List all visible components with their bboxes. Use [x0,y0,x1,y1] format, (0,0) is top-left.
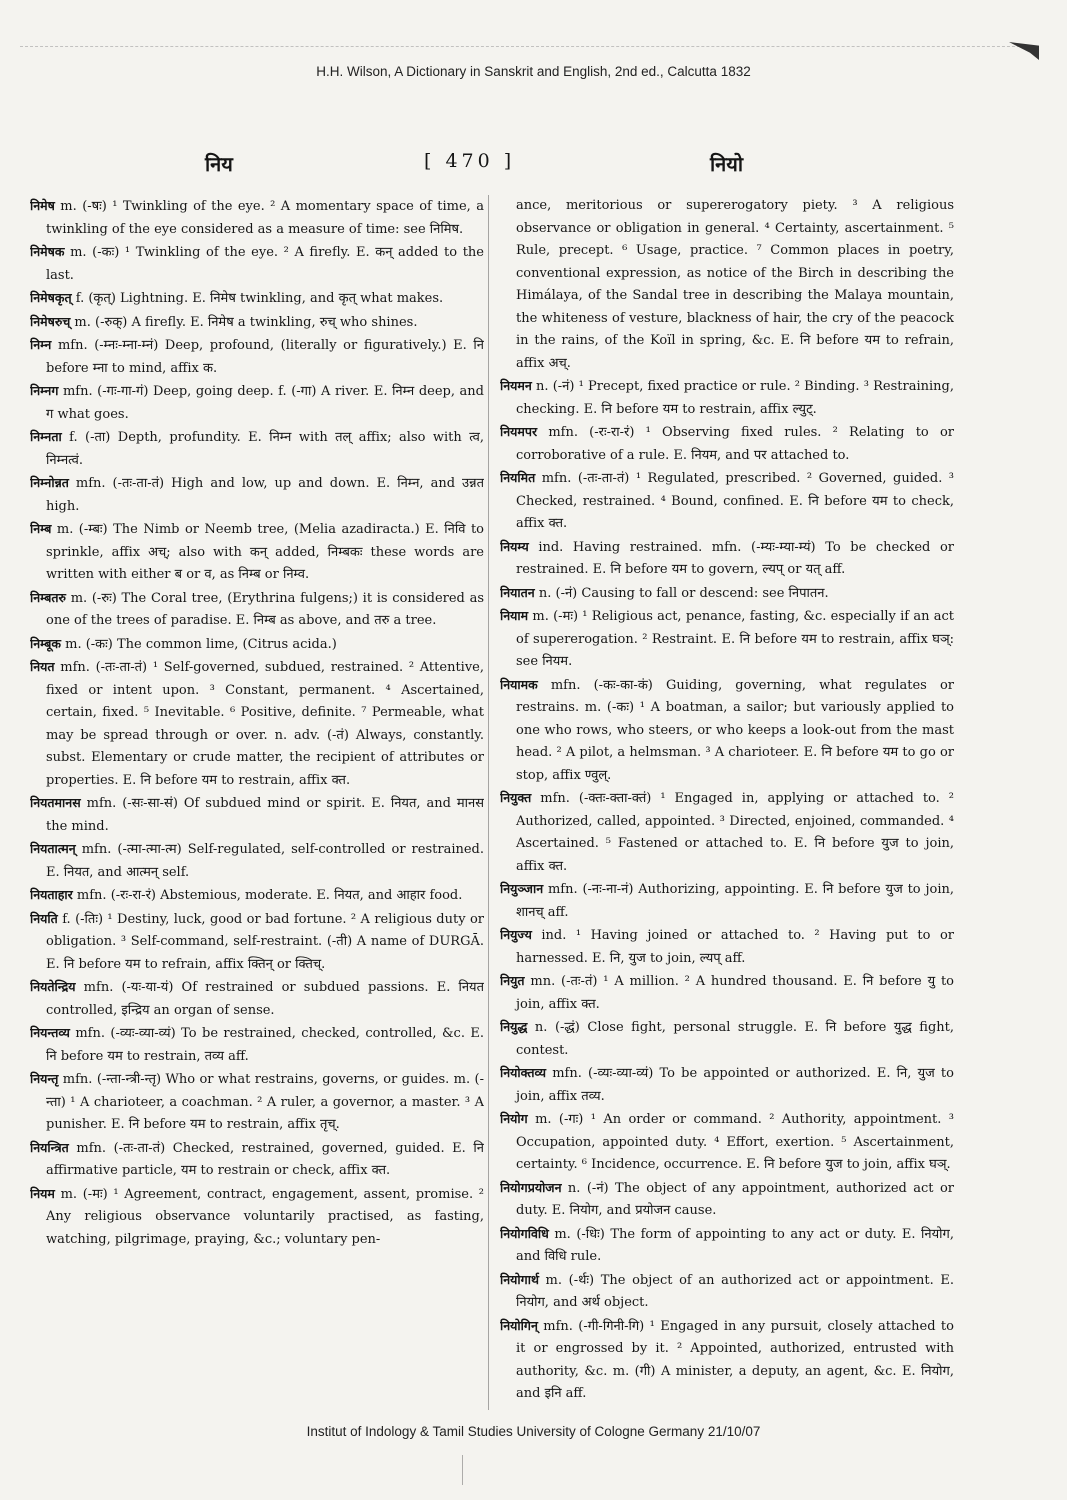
entry-definition: n. (-द्धं) Close fight, personal struggle. E. नि before युद्ध fight, contest. [516,1020,954,1058]
dictionary-entry [30,1137,484,1183]
dictionary-entry [30,287,484,311]
entry-definition: mfn. (-रः-रा-रं) ¹ Observing fixed rules. ² Relating to or corroborative of a rule. E. नियम, and पर attached to. [516,425,954,463]
dictionary-entry [500,536,954,582]
entry-headword: नियुज्य [500,927,532,942]
entry-definition: mfn. (-न्ता-न्त्री-न्तृ) Who or what restrains, governs, or guides. m. (-न्ता) ¹ A charioteer, a coachman. ² A ruler, a governor, a master. ³ A punisher. E. नि before यम to restrain, affix तृच्. [46,1072,484,1132]
entry-definition: f. (-तिः) ¹ Destiny, luck, good or bad fortune. ² A religious duty or obligation. ³ Self-command, self-restraint. (-ती) A name of DURGĀ. E. नि before यम to refrain, affix क्तिन् or क्तिच्. [46,911,484,972]
dictionary-entry [500,605,954,674]
entry-headword: नियतेन्द्रिय [30,979,76,994]
entry-definition: m. (-र्थः) The object of an authorized act or appointment. E. नियोग, and अर्थ object. [516,1272,954,1310]
dictionary-entry [500,1062,954,1108]
entry-definition: mfn. (-नः-ना-नं) Authorizing, appointing. E. नि before युज to join, शानच् aff. [516,882,954,920]
left-column [30,195,484,1410]
dictionary-entry [500,1016,954,1062]
entry-definition: m. (-रुः) The Coral tree, (Erythrina fulgens;) it is considered as one of the trees of paradise. E. निम्ब as above, and तरु a tree. [46,590,484,628]
entry-headword: नियुञ्जान [500,881,544,896]
entry-headword: निमेष [30,198,55,213]
right-column [500,195,954,1410]
entry-definition: m. (-म्बः) The Nimb or Neemb tree, (Melia azadiracta.) E. निवि to sprinkle, affix अच्; also with कन् added, निम्बकः these words are written with either ब or व, as निम्ब or निम्व. [46,522,484,582]
entry-headword: निम्बतरु [30,589,66,605]
dictionary-entry [30,976,484,1022]
entry-headword: नियोगविधि [500,1225,549,1241]
entry-definition: mfn. (-तः-ता-तं) Checked, restrained, governed, guided. E. नि affirmative particle, यम to restrain or check, affix क्त. [46,1140,484,1178]
entry-definition: m. (-षः) ¹ Twinkling of the eye. ² A momentary space of time, a twinkling of the eye considered as a measure of time: see निमिष. [46,199,484,237]
page-number: [ 470 ] [424,150,516,172]
entry-headword: नियुक्त [500,790,532,805]
dictionary-entry [500,878,954,924]
entry-definition: mfn. (-यः-या-यं) Of restrained or subdued passions. E. नियत controlled, इन्द्रिय an organ of sense. [46,980,484,1018]
dictionary-entry [30,472,484,518]
entry-headword: नियत [30,659,55,674]
entry-definition: ance, meritorious or supererogatory piety. ³ A religious observance or obligation in general. ⁴ Certainty, ascertainment. ⁵ Rule, precept. ⁶ Usage, practice. ⁷ Common places in poetry, conventional expression, as notice of the Birch in describing the Himálaya, of the Sandal tree in describing the Malaya mountain, the whiteness of vesture, blackness of hair, the cry of the peacock in the rains, of the Koïl in spring, &c. E. नि before यम to refrain, affix अच्. [516,198,954,371]
entry-headword: नियन्तृ [30,1071,59,1086]
scan-bottom-mark [462,1455,463,1485]
entry-definition: mfn. (-कः-का-कं) Guiding, governing, what regulates or restrains. m. (-कः) ¹ A boatman, a sailor; but variously applied to one who rows, who steers, or who keeps a look-out from the mast head. ² A pilot, a helmsman. ³ A charioteer. E. नि before यम to go or stop, affix ण्वुल्. [516,677,954,783]
entry-headword: नियोगप्रयोजन [500,1179,562,1195]
dictionary-entry [500,970,954,1016]
dictionary-entry [30,792,484,838]
dictionary-entry [30,587,484,633]
dictionary-entry [500,1269,954,1315]
entry-headword: निम्बूक [30,635,61,651]
dictionary-entry [30,518,484,587]
column-divider [488,195,489,1410]
entry-definition: n. (-नं) ¹ Precept, fixed practice or rule. ² Binding. ³ Restraining, checking. E. नि before यम to restrain, affix ल्युट्. [516,379,954,417]
entry-headword: नियम्य [500,538,529,554]
entry-headword: नियुत [500,973,525,988]
dictionary-entry [500,467,954,536]
entry-definition: m. (-गः) ¹ An order or command. ² Authority, appointment. ³ Occupation, appointed duty. ⁴ Effort, exertion. ⁵ Ascertainment, certainty. ⁶ Incidence, occurrence. E. नि before युज to join, affix घञ्. [516,1112,954,1172]
entry-headword: नियुद्ध [500,1019,528,1034]
entry-definition: m. (-कः) The common lime, (Citrus acida.) [60,636,337,652]
entry-definition: m. (-मः) ¹ Religious act, penance, fasting, &c. especially if an act of supererogation. ² Restraint. E. नि before यम to restrain, affix घञ्: see नियम. [516,609,954,669]
entry-headword: निम्न [30,337,52,352]
archive-caption: Institut of Indology & Tamil Studies University of Cologne Germany 21/10/07 [306,1424,761,1439]
entry-headword: नियमित [500,470,536,485]
entry-headword: निम्ब [30,521,52,536]
entry-definition: n. (-नं) Causing to fall or descend: see निपातन. [534,585,829,601]
dictionary-entry [500,1315,954,1406]
scan-border-line [20,46,1030,48]
dictionary-entry [30,633,484,657]
entry-headword: नियन्त्रित [30,1139,69,1155]
entry-definition: mfn. (-व्यः-व्या-व्यं) To be appointed or authorized. E. नि, युज to join, affix तव्य. [516,1066,954,1104]
dictionary-entry [30,1183,484,1252]
entry-headword: नियतमानस [30,795,81,810]
dictionary-entry [500,582,954,606]
entry-headword: निमेषकृत् [30,290,72,305]
dictionary-entry [30,1068,484,1137]
entry-definition: mfn. (-त्मा-त्मा-त्म) Self-regulated, self-controlled or restrained. E. नियत, and आत्मन् self. [46,842,484,880]
entry-headword: नियमन [500,378,532,393]
entry-headword: निम्नता [30,429,62,444]
dictionary-entry [30,1022,484,1068]
dictionary-entry [30,241,484,287]
entry-headword: निमेषक [30,244,65,259]
dictionary-entry [30,838,484,884]
dictionary-entry [500,421,954,467]
dictionary-entry [30,908,484,977]
entry-definition: ind. ¹ Having joined or attached to. ² Having put to or harnessed. E. नि, युज to join, ल्यप् aff. [516,928,954,966]
dictionary-entry [30,426,484,472]
entry-definition: mn. (-तः-तं) ¹ A million. ² A hundred thousand. E. नि before यु to join, affix क्त. [516,974,954,1012]
dictionary-entry [30,380,484,426]
entry-headword: नियमपर [500,424,538,439]
dictionary-entry [500,1108,954,1177]
entry-headword: निमेषरुच् [30,313,71,329]
dictionary-entry [30,656,484,792]
entry-definition: n. (-नं) The object of any appointment, authorized act or duty. E. नियोग, and प्रयोजन cause. [516,1180,954,1218]
dictionary-entry [500,1223,954,1269]
running-head-right: नियो [710,152,744,176]
entry-definition: mfn. (-म्नः-म्ना-म्नं) Deep, profound, (literally or figuratively.) E. नि before म्ना to mind, affix क. [46,338,484,376]
entry-headword: नियोक्तव्य [500,1065,547,1080]
entry-definition: mfn. (-तः-ता-तं) ¹ Self-governed, subdued, restrained. ² Attentive, fixed or intent upon. ³ Constant, permanent. ⁴ Ascertained, certain, fixed. ⁵ Inevitable. ⁶ Positive, definite. ⁷ Permeable, what may be spread through or over. n. adv. (-तं) Always, constantly. subst. Elementary or crude matter, the recipient of attributes or properties. E. नि before यम to restrain, affix क्त. [46,660,484,788]
entry-definition: m. (-कः) ¹ Twinkling of the eye. ² A firefly. E. कन् added to the last. [46,245,484,283]
entry-definition: mfn. (-रः-रा-रं) Abstemious, moderate. E. नियत, and आहार food. [72,888,463,903]
entry-headword: नियतात्मन् [30,841,76,856]
entry-headword: निम्नग [30,383,59,398]
entry-definition: mfn. (-क्तः-क्ता-क्तं) ¹ Engaged in, applying or attached to. ² Authorized, called, appointed. ³ Directed, enjoined, commanded. ⁴ Ascertained. ⁵ Fastened or attached to. E. नि before युज to join, affix क्त. [516,791,954,874]
entry-definition: mfn. (-तः-ता-तं) High and low, up and down. E. निम्न, and उन्नत high. [46,476,484,514]
dictionary-entry [30,334,484,380]
entry-definition: mfn. (-व्यः-व्या-व्यं) To be restrained, checked, controlled, &c. E. नि before यम to restrain, तव्य aff. [46,1026,484,1064]
entry-headword: नियातन [500,584,535,600]
entry-headword: नियाम [500,608,529,623]
entry-definition: m. (-रुक्) A firefly. E. निमेष a twinkling, रुच् who shines. [70,314,418,330]
dictionary-entry [500,787,954,878]
running-head [0,150,1067,190]
source-caption: H.H. Wilson, A Dictionary in Sanskrit and English, 2nd ed., Calcutta 1832 [316,64,751,79]
entry-headword: नियामक [500,676,538,692]
entry-definition: m. (-धिः) The form of appointing to any act or duty. E. नियोग, and विधि rule. [516,1226,954,1264]
entry-definition: f. (-ता) Depth, profundity. E. निम्न with तल् affix; also with त्व, निम्नत्वं. [46,430,484,468]
entry-headword: नियन्तव्य [30,1025,70,1040]
dictionary-entry [500,924,954,970]
dictionary-entry [500,375,954,421]
entry-definition: mfn. (-तः-ता-तं) ¹ Regulated, prescribed. ² Governed, guided. ³ Checked, restrained. ⁴ Bound, confined. E. नि before यम to check, affix क्त. [516,471,954,531]
entry-headword: नियोगार्थ [500,1271,539,1287]
entry-headword: नियोगिन् [500,1317,538,1333]
entry-headword: निम्नोन्नत [30,475,69,490]
entry-headword: नियति [30,910,58,926]
dictionary-entry [30,311,484,335]
entry-definition: mfn. (-गः-गा-गं) Deep, going deep. f. (-गा) A river. E. निम्न deep, and ग what goes. [46,384,484,422]
scan-corner-mark [1009,42,1039,60]
entry-definition: f. (कृत्) Lightning. E. निमेष twinkling, and कृत् what makes. [71,291,444,306]
dictionary-entry [500,195,954,375]
running-head-left: निय [205,152,233,176]
entry-headword: नियोग [500,1111,528,1126]
dictionary-entry [500,1177,954,1223]
dictionary-entry [30,884,484,908]
dictionary-entry [500,674,954,788]
entry-headword: नियम [30,1185,55,1201]
entry-definition: ind. Having restrained. mfn. (-म्यः-म्या-म्यं) To be checked or restrained. E. नि before यम to govern, ल्यप् or यत् aff. [516,539,954,577]
entry-headword: नियताहार [30,887,73,902]
dictionary-entry [30,195,484,241]
entry-definition: mfn. (-सः-सा-सं) Of subdued mind or spirit. E. नियत, and मानस the mind. [46,796,484,834]
entry-definition: m. (-मः) ¹ Agreement, contract, engagement, assent, promise. ² Any religious observance voluntarily practised, as fasting, watching, pilgrimage, praying, &c.; voluntary pen- [46,1186,484,1247]
entry-definition: mfn. (-गी-गिनी-गि) ¹ Engaged in any pursuit, closely attached to it or engrossed by it. ² Appointed, authorized, entrusted with authority, &c. m. (गी) A minister, a deputy, an agent, &c. E. नियोग, and इनि aff. [516,1318,954,1401]
